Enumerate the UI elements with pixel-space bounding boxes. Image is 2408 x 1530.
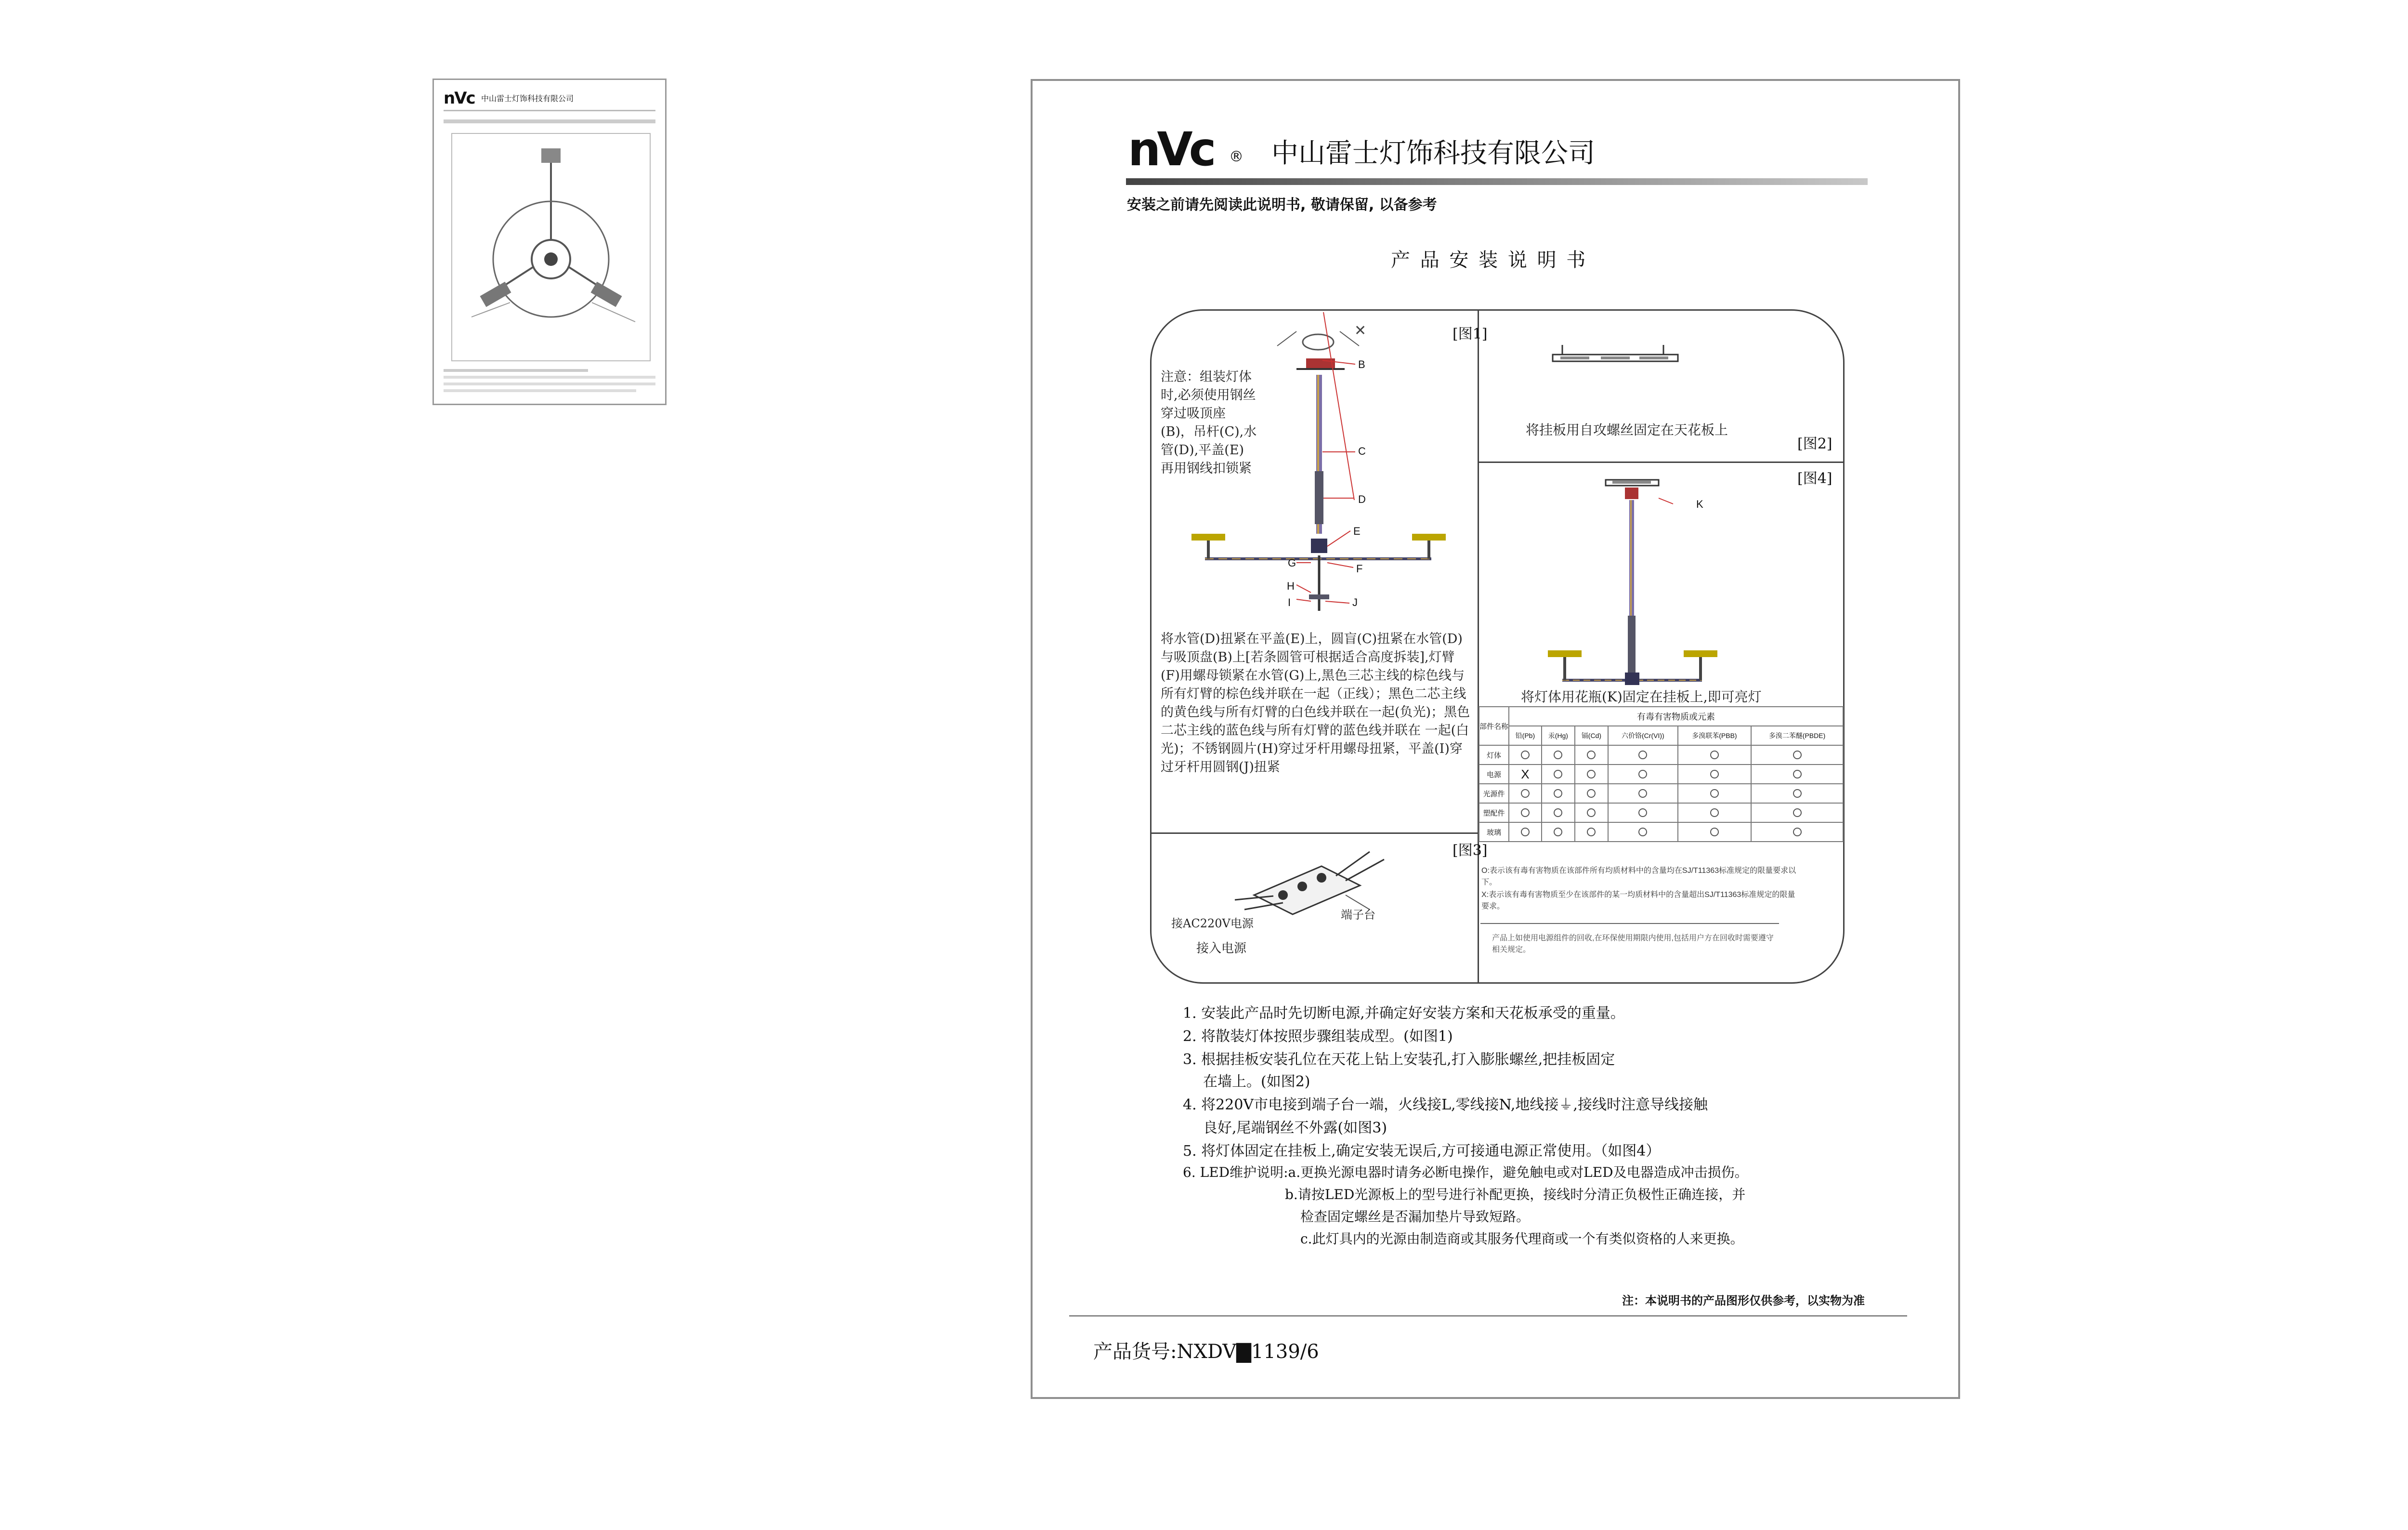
circle-mark-icon (1793, 751, 1802, 759)
table-cell-mark (1608, 822, 1678, 842)
table-column-header: 镉(Cd) (1575, 726, 1608, 745)
table-cell-mark (1575, 745, 1608, 765)
product-code: 产品货号:NXDV▇1139/6 (1093, 1341, 1319, 1363)
table-cell-mark (1751, 745, 1843, 765)
circle-mark-icon (1554, 751, 1562, 759)
table-row-part-name: 电源 (1479, 765, 1509, 784)
table-cell-mark (1678, 784, 1751, 803)
table-cell-mark (1751, 784, 1843, 803)
fig3-power-label: 接AC220V电源 (1171, 917, 1254, 930)
instruction-4-cont: 良好,尾端钢丝不外露(如图3) (1203, 1120, 1387, 1136)
table-column-header: 多溴二苯醚(PBDE) (1751, 726, 1843, 745)
part-label-e: E (1353, 525, 1361, 537)
fig1-warning-note: 注意：组装灯体时,必须使用钢丝穿过吸顶座(B)，吊杆(C),水管(D),平盖(E)再用钢线扣锁紧 (1161, 369, 1257, 476)
instruction-6a: 6. LED维护说明:a.更换光源电器时请务必断电操作，避免触电或对LED及电器造成冲击损伤。 (1183, 1164, 1748, 1180)
fig2-mounting-plate-diagram (1543, 341, 1688, 375)
hazardous-substance-table (1479, 706, 1844, 842)
part-label-c: C (1358, 445, 1366, 457)
table-cell-mark (1542, 765, 1575, 784)
table-cell-mark (1751, 822, 1843, 842)
table-cell-mark (1575, 822, 1608, 842)
circle-mark-icon (1521, 828, 1530, 836)
table-cell-mark (1608, 784, 1678, 803)
table-header-row (1479, 726, 1843, 745)
circle-mark-icon (1710, 770, 1719, 778)
circle-mark-icon (1521, 789, 1530, 798)
circle-mark-icon (1638, 770, 1647, 778)
thumb-text-line (444, 376, 655, 379)
circle-mark-icon (1793, 770, 1802, 778)
table-cell-mark (1509, 784, 1542, 803)
table-row (1479, 784, 1843, 803)
circle-mark-icon (1587, 828, 1596, 836)
circle-mark-icon (1587, 770, 1596, 778)
instruction-3: 3. 根据挂板安装孔位在天花上钻上安装孔,打入膨胀螺丝,把挂板固定 (1183, 1051, 1615, 1068)
table-column-header: 汞(Hg) (1542, 726, 1575, 745)
table-cell-mark (1608, 803, 1678, 822)
table-row-part-name: 灯体 (1479, 745, 1509, 765)
instruction-6c: c.此灯具内的光源由制造商或其服务代理商或一个有类似资格的人来更换。 (1300, 1231, 1744, 1247)
part-label-g: G (1288, 557, 1296, 569)
document-title: 产 品 安 装 说 明 书 (1391, 249, 1588, 271)
instruction-2: 2. 将散装灯体按照步骤组装成型。(如图1) (1183, 1028, 1453, 1045)
header-rule (1126, 178, 1868, 185)
thumb-text-line (444, 369, 588, 372)
footer-rule (1069, 1315, 1907, 1317)
fig3-input-label: 接入电源 (1196, 941, 1247, 956)
table-cell-mark (1678, 822, 1751, 842)
thumb-text-line (444, 382, 655, 385)
fig1-description: 将水管(D)扭紧在平盖(E)上，圆盲(C)扭紧在水管(D)与吸顶盘(B)上[若条圆管可根据适合高度拆装],灯臂(F)用螺母锁紧在水管(G)上,黑色三芯主线的棕色线与所有灯臂的棕色线并联在一起（正线）；黑色二芯主线的黄色线与所有灯臂的白色线并联在一起(负光)；黑色二芯主线的蓝色线与所有灯臂的蓝色线并联在 一起(白光)；不锈钢圆片(H)穿过牙杆用螺母扭紧，平盖(I)穿过牙杆用圆钢(J)扭紧 (1161, 632, 1470, 775)
thumb-company-name: 中山雷士灯饰科技有限公司 (481, 94, 574, 103)
instruction-5: 5. 将灯体固定在挂板上,确定安装无误后,方可接通电源正常使用。（如图4） (1183, 1143, 1661, 1160)
circle-mark-icon (1554, 789, 1562, 798)
brand-logo: nVc (1128, 122, 1213, 176)
circle-mark-icon (1521, 751, 1530, 759)
figure-divider-vertical (1478, 310, 1479, 983)
fig4-label: [图4] (1797, 470, 1832, 487)
part-label-i: I (1288, 596, 1291, 608)
header-notice: 安装之前请先阅读此说明书, 敬请保留, 以备参考 (1127, 197, 1437, 213)
registered-mark: ® (1229, 148, 1243, 165)
instruction-1: 1. 安装此产品时先切断电源,并确定好安装方案和天花板承受的重量。 (1183, 1005, 1625, 1022)
table-row-part-name: 塑配件 (1479, 803, 1509, 822)
instruction-6b-cont: 检查固定螺丝是否漏加垫片导致短路。 (1300, 1209, 1530, 1225)
table-note-x: X:表示该有毒有害物质至少在该部件的某一均质材料中的含量超出SJ/T11363标准规定的限量要求。 (1481, 891, 1795, 910)
svg-text:✕: ✕ (1354, 323, 1367, 339)
table-column-header: 六价铬(Cr(VI)) (1608, 726, 1678, 745)
fig3-label: [图3] (1453, 842, 1488, 859)
circle-mark-icon (1521, 808, 1530, 817)
part-label-d: D (1358, 493, 1366, 505)
fig4-caption: 将灯体用花瓶(K)固定在挂板上,即可亮灯 (1521, 689, 1762, 705)
table-cell-mark (1575, 803, 1608, 822)
instruction-4: 4. 将220V市电接到端子台一端，火线接L,零线接N,地线接⏚,接线时注意导线接触 (1183, 1096, 1708, 1113)
thumb-text-line (444, 119, 655, 123)
thumb-rule (444, 110, 655, 111)
circle-mark-icon (1638, 808, 1647, 817)
fig2-label: [图2] (1797, 435, 1832, 452)
circle-mark-icon (1793, 789, 1802, 798)
table-cell-mark (1608, 745, 1678, 765)
circle-mark-icon (1793, 828, 1802, 836)
fig3-terminal-label: 端子台 (1341, 908, 1375, 922)
table-cell-mark (1751, 803, 1843, 822)
part-label-b: B (1358, 358, 1365, 370)
table-row (1479, 822, 1843, 842)
thumb-logo: nVc (444, 89, 475, 108)
table-row (1479, 803, 1843, 822)
fig2-caption: 将挂板用自攻螺丝固定在天花板上 (1526, 422, 1728, 438)
table-row (1479, 745, 1843, 765)
table-cell-mark (1509, 803, 1542, 822)
circle-mark-icon (1554, 808, 1562, 817)
figure-divider-fig3 (1151, 832, 1479, 834)
circle-mark-icon (1638, 789, 1647, 798)
thumb-text-line (444, 389, 636, 392)
circle-mark-icon (1587, 789, 1596, 798)
thumb-lamp-drawing (452, 134, 650, 360)
circle-mark-icon (1710, 751, 1719, 759)
table-cell-mark (1509, 745, 1542, 765)
table-header-part-name: 部件名称 (1479, 707, 1509, 745)
table-column-header: 多溴联苯(PBB) (1678, 726, 1751, 745)
table-cell-mark (1678, 765, 1751, 784)
table-note-footer: 产品上如使用电源组件的回收,在环保使用期限内使用,包括用户方在回收时需要遵守相关规定。 (1492, 934, 1774, 954)
part-label-k: K (1696, 498, 1703, 510)
part-label-j: J (1352, 596, 1358, 608)
table-cell-mark (1678, 803, 1751, 822)
circle-mark-icon (1710, 789, 1719, 798)
table-cell-mark (1575, 784, 1608, 803)
table-note-o: O:表示该有毒有害物质在该部件所有均质材料中的含量均在SJ/T11363标准规定的限量要求以下。 (1481, 867, 1796, 886)
instruction-page (1031, 79, 1960, 1399)
circle-mark-icon (1638, 828, 1647, 836)
table-note-divider (1480, 923, 1779, 924)
circle-mark-icon (1587, 751, 1596, 759)
table-cell-mark (1509, 822, 1542, 842)
table-cell-mark (1542, 745, 1575, 765)
circle-mark-icon (1710, 828, 1719, 836)
circle-mark-icon (1554, 770, 1562, 778)
table-cell-mark (1608, 765, 1678, 784)
table-cell-mark (1678, 745, 1751, 765)
table-cell-mark (1509, 765, 1542, 784)
table-cell-mark (1542, 822, 1575, 842)
instruction-3-cont: 在墙上。(如图2) (1203, 1073, 1310, 1090)
circle-mark-icon (1554, 828, 1562, 836)
part-label-h: H (1287, 580, 1295, 592)
table-row (1479, 765, 1843, 784)
figure-divider-fig2 (1478, 462, 1844, 463)
table-cell-mark (1542, 803, 1575, 822)
table-row-part-name: 玻璃 (1479, 822, 1509, 842)
company-name: 中山雷士灯饰科技有限公司 (1271, 138, 1595, 169)
disclaimer-note: 注：本说明书的产品图形仅供参考，以实物为准 (1622, 1294, 1865, 1307)
thumb-figure-frame (451, 133, 651, 361)
table-cell-mark (1542, 784, 1575, 803)
circle-mark-icon (1710, 808, 1719, 817)
instruction-6b: b.请按LED光源板上的型号进行补配更换，接线时分清正负极性正确连接，并 (1285, 1187, 1746, 1202)
page-thumbnail[interactable] (432, 79, 667, 405)
fig1-label: [图1] (1453, 326, 1488, 343)
table-cell-mark (1751, 765, 1843, 784)
circle-mark-icon (1638, 751, 1647, 759)
table-body (1479, 745, 1843, 842)
table-cell-mark (1575, 765, 1608, 784)
table-column-header: 铅(Pb) (1509, 726, 1542, 745)
table-row-part-name: 光源件 (1479, 784, 1509, 803)
circle-mark-icon (1587, 808, 1596, 817)
circle-mark-icon (1793, 808, 1802, 817)
table-title: 有毒有害物质或元素 (1509, 707, 1843, 726)
part-label-f: F (1356, 563, 1363, 575)
cross-mark: X (1521, 766, 1530, 781)
